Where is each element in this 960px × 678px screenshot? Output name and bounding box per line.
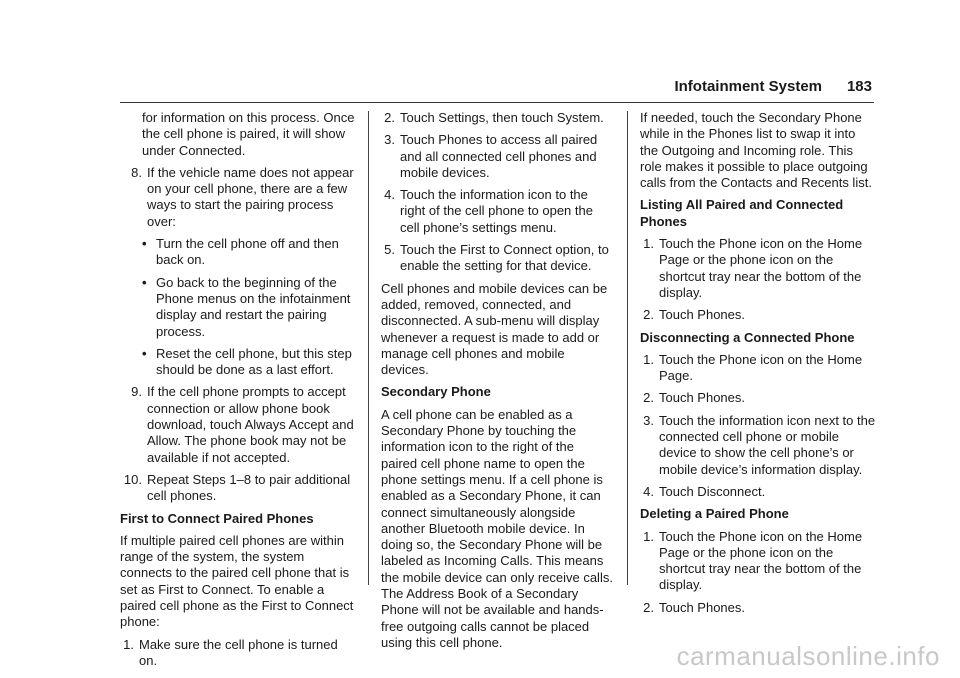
secondary-phone-heading: Secondary Phone (381, 384, 491, 400)
step-4: 4. Touch the information icon to the right of the cell phone to open the cell phone’s settings menu. (384, 187, 593, 235)
bullet-item: • Turn the cell phone off and then back on. (142, 236, 339, 268)
listing-heading: Listing All Paired and Connected Phones (640, 197, 844, 229)
deleting-step: 2. Touch Phones. (643, 599, 746, 615)
deleting-step: 1. Touch the Phone icon on the Home Page or the phone icon on the shortcut tray near the bottom of the display. (643, 528, 863, 593)
bullet-item: • Go back to the beginning of the Phone menus on the infotainment display and restart the pairing process. (142, 274, 351, 339)
step-1: 1. Make sure the cell phone is turned on. (123, 636, 338, 668)
intro-continuation: for information on this process. Once the cell phone is paired, it will show under Connected. (142, 110, 355, 158)
column-2 (381, 110, 613, 657)
swap-paragraph: If needed, touch the Secondary Phone while in the Phones list to swap it into the Outgoing and Incoming role. This role makes it possible to place outgoing calls from the Contacts and Recents list. (640, 110, 872, 191)
section-title: Infotainment System (674, 78, 822, 95)
first-to-connect-heading: First to Connect Paired Phones (120, 510, 314, 526)
bullet-item: • Reset the cell phone, but this step should be done as a last effort. (142, 345, 352, 378)
disconnecting-step: 3. Touch the information icon next to the connected cell phone or mobile device to show the cell phone’s or mobile device’s information display. (643, 412, 876, 477)
bullet-icon: • (142, 236, 147, 252)
step-9: 9. If the cell phone prompts to accept connection or allow phone book download, touch Always Accept and Allow. The phone book may not be available if not accepted. (131, 384, 354, 465)
step-3: 3. Touch Phones to access all paired and all connected cell phones and mobile devices. (384, 132, 598, 180)
step-2: 2. Touch Settings, then touch System. (384, 110, 604, 125)
step-10: 10. Repeat Steps 1–8 to pair additional cell phones. (123, 471, 351, 504)
header-rule (120, 102, 874, 103)
deleting-heading: Deleting a Paired Phone (640, 506, 789, 522)
listing-step: 1. Touch the Phone icon on the Home Page or the phone icon on the shortcut tray near the bottom of the display. (643, 236, 863, 300)
disconnecting-heading: Disconnecting a Connected Phone (640, 329, 855, 345)
column-1 (120, 110, 358, 675)
devices-paragraph: Cell phones and mobile devices can be added, removed, connected, and disconnected. A sub-menu will display whenever a request is made to add or manage cell phones and mobile devices. (381, 280, 608, 378)
secondary-phone-paragraph: A cell phone can be enabled as a Secondary Phone by touching the information icon to the right of the paired cell phone name to open the phone settings menu. If a cell phone is enabled as a Secondary Phone, it can connect simultaneously alongside another Bluetooth mobile device. In doing so, the Secondary Phone will be labeled as Incoming Calls. This means the mobile device can only receive calls. The Address Book of a Secondary Phone will not be available and hands-free outgoing calls cannot be placed using this cell phone. (381, 406, 613, 650)
step-5: 5. Touch the First to Connect option, to enable the setting for that device. (384, 242, 609, 274)
listing-step: 2. Touch Phones. (643, 307, 746, 323)
column-divider (627, 111, 628, 585)
disconnecting-step: 4. Touch Disconnect. (643, 483, 766, 499)
column-3 (640, 110, 876, 622)
first-to-connect-paragraph: If multiple paired cell phones are within range of the system, the system connects to the paired cell phone that is set as First to Connect. To enable a paired cell phone as the First to Connect phone: (120, 532, 354, 630)
bullet-icon: • (142, 345, 147, 361)
column-divider (368, 111, 369, 585)
step-8: 8. If the vehicle name does not appear on your cell phone, there are a few ways to start the pairing process over: (131, 164, 354, 229)
watermark: carmanualsonline.info (676, 641, 940, 671)
disconnecting-step: 1. Touch the Phone icon on the Home Page. (643, 351, 863, 384)
disconnecting-step: 2. Touch Phones. (643, 390, 746, 406)
page-header (0, 78, 960, 104)
bullet-icon: • (142, 274, 147, 290)
page-number: 183 (846, 78, 872, 95)
